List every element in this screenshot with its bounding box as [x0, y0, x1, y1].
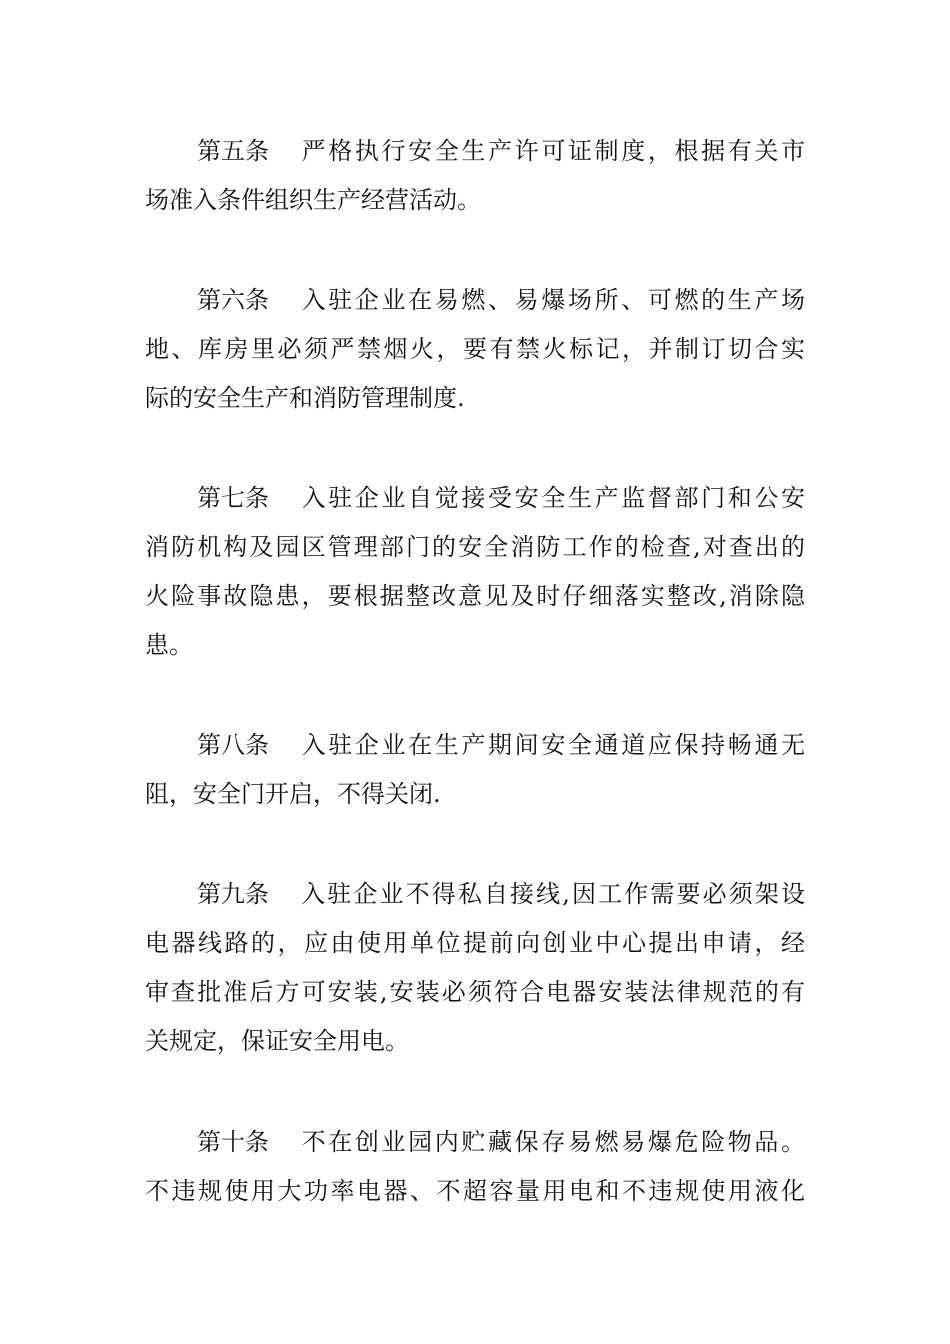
article-line: 地、库房里必须严禁烟火，要有禁火标记，并制订切合实 — [145, 335, 805, 363]
article-number: 第九条 — [197, 880, 269, 908]
article-line: 患。 — [145, 631, 193, 659]
article-line: 第十条 不在创业园内贮藏保存易燃易爆危险物品。 — [145, 1118, 805, 1167]
article-line: 第六条 入驻企业在易燃、易爆场所、可燃的生产场 — [145, 276, 805, 325]
article-10 — [145, 1118, 805, 1216]
article-number: 第六条 — [197, 286, 269, 314]
article-9 — [145, 870, 805, 1066]
article-line: 审查批准后方可安装,安装必须符合电器安装法律规范的有 — [145, 978, 805, 1006]
article-line: 火险事故隐患，要根据整改意见及时仔细落实整改,消除隐 — [145, 582, 805, 610]
article-line: 第九条 入驻企业不得私自接线,因工作需要必须架设 — [145, 870, 805, 919]
article-7 — [145, 474, 805, 670]
article-line: 关规定，保证安全用电。 — [145, 1027, 409, 1055]
article-number: 第七条 — [197, 484, 269, 512]
article-6 — [145, 276, 805, 423]
article-line: 不违规使用大功率电器、不超容量用电和不违规使用液化 — [145, 1177, 805, 1205]
article-line: 阻，安全门开启，不得关闭. — [145, 780, 441, 808]
article-number: 第五条 — [197, 137, 269, 165]
article-5 — [145, 127, 805, 225]
article-line: 第五条 严格执行安全生产许可证制度，根据有关市 — [145, 127, 805, 176]
article-number: 第八条 — [197, 731, 269, 759]
article-line: 际的安全生产和消防管理制度. — [145, 384, 465, 412]
article-number: 第十条 — [197, 1128, 269, 1156]
article-line: 场准入条件组织生产经营活动。 — [145, 186, 481, 214]
article-line: 电器线路的，应由使用单位提前向创业中心提出申请，经 — [145, 929, 805, 957]
article-8 — [145, 721, 805, 819]
article-line: 消防机构及园区管理部门的安全消防工作的检查,对查出的 — [145, 533, 805, 561]
article-line: 第七条 入驻企业自觉接受安全生产监督部门和公安 — [145, 474, 805, 523]
article-line: 第八条 入驻企业在生产期间安全通道应保持畅通无 — [145, 721, 805, 770]
